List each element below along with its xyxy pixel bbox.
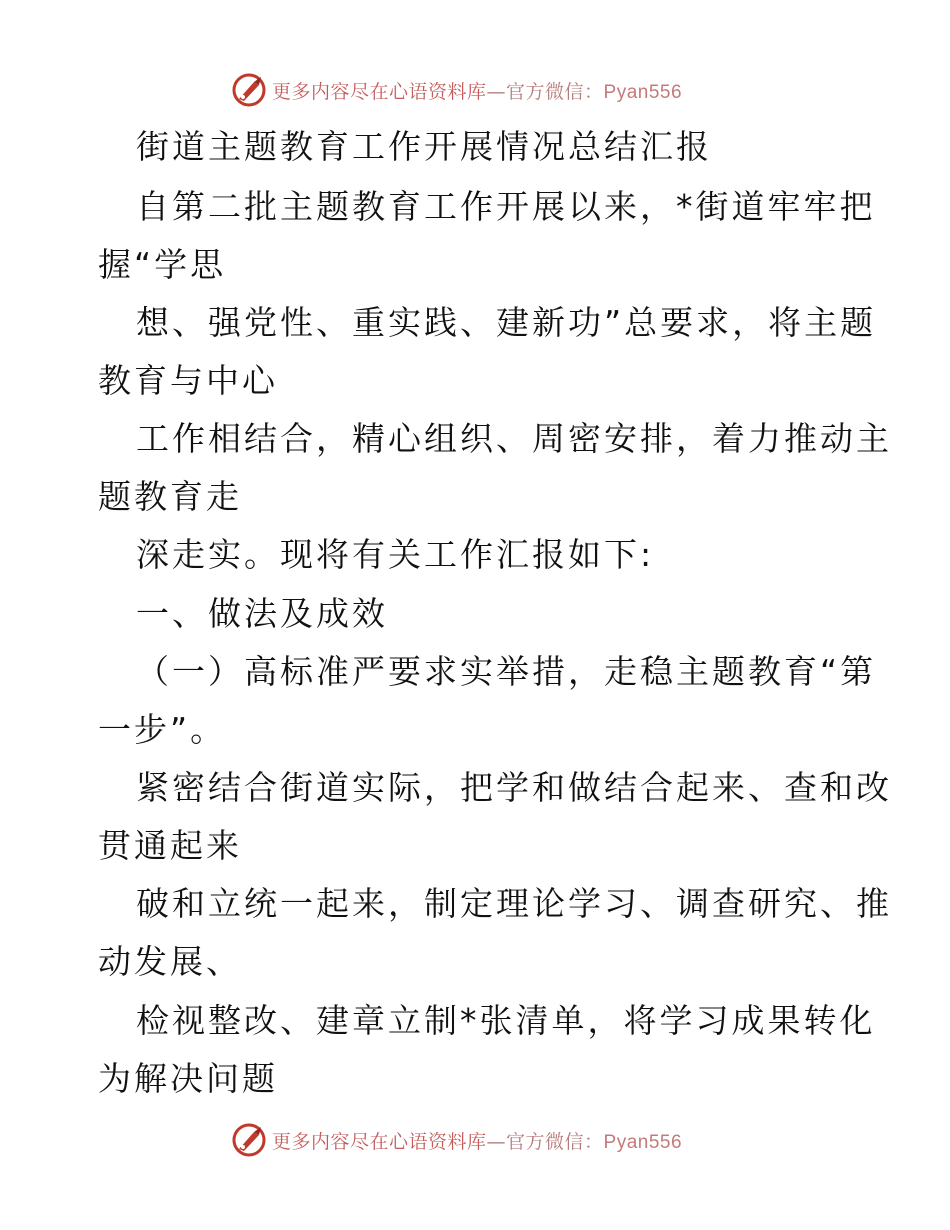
quill-pen-logo-icon <box>232 1123 266 1157</box>
banner-wechat-id: Pyan556 <box>603 1131 683 1153</box>
banner-main-text: 更多内容尽在心语资料库 <box>272 80 487 103</box>
section-heading: 一、做法及成效 <box>136 594 388 633</box>
paragraph-line: 工作相结合，精心组织、周密安排，着力推动主 <box>136 419 892 458</box>
paragraph-line: 教育与中心 <box>98 361 278 400</box>
paragraph-line: 题教育走 <box>98 477 242 516</box>
banner-main-text: 更多内容尽在心语资料库 <box>272 1130 487 1153</box>
paragraph-line: 握“学思 <box>98 245 227 284</box>
banner-sub-text: 官方微信： <box>506 1130 604 1153</box>
paragraph-line: 深走实。现将有关工作汇报如下: <box>136 535 655 574</box>
paragraph-line: 想、强党性、重实践、建新功”总要求，将主题 <box>136 303 877 342</box>
banner-wechat-id: Pyan556 <box>603 81 683 103</box>
paragraph-line: 紧密结合街道实际，把学和做结合起来、查和改 <box>136 768 892 807</box>
paragraph-line: 贯通起来 <box>98 826 242 865</box>
paragraph-line: 破和立统一起来，制定理论学习、调查研究、推 <box>136 884 892 923</box>
paragraph-line: 自第二批主题教育工作开展以来，*街道牢牢把 <box>136 187 876 226</box>
document-title: 街道主题教育工作开展情况总结汇报 <box>136 127 712 166</box>
banner-dash: — <box>486 80 507 103</box>
paragraph-line: 一步”。 <box>98 710 227 749</box>
paragraph-line: 为解决问题 <box>98 1059 278 1098</box>
watermark-banner-bottom <box>232 1120 682 1160</box>
paragraph-line: 检视整改、建章立制*张清单，将学习成果转化 <box>136 1001 876 1040</box>
paragraph-line: 动发展、 <box>98 942 242 981</box>
banner-dash: — <box>486 1130 507 1153</box>
subsection-heading: （一）高标准严要求实举措，走稳主题教育“第 <box>136 652 877 691</box>
banner-sub-text: 官方微信： <box>506 80 604 103</box>
